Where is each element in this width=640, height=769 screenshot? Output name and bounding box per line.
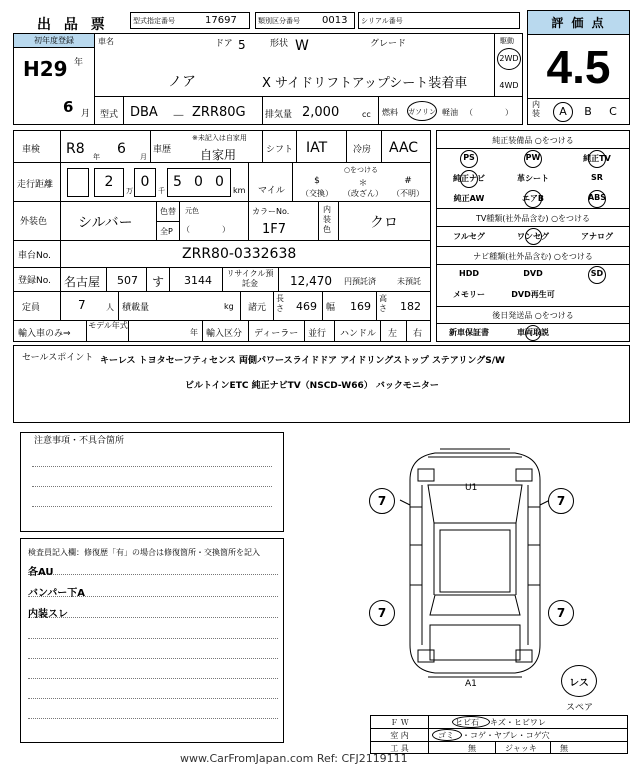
length-value: 469: [296, 300, 317, 313]
ext-color-value: シルバー: [78, 215, 133, 231]
shape-label: 形状: [270, 39, 289, 49]
width-value: 169: [350, 300, 371, 313]
load-label: 積載量: [122, 303, 150, 313]
meter-mark-note: ○をつける: [343, 166, 379, 174]
sales-points-line2: ビルトインETC 純正ナビTV（NSCD-W66） バックモニター: [185, 381, 439, 391]
equip-nav-item: メモリー: [453, 290, 485, 299]
doors-label: ドア: [215, 39, 233, 49]
genuine-title: 純正装備品 ○をつける: [492, 136, 574, 145]
sales-points-line1: キーレス トヨタセーフティセンス 両側パワースライドドア アイドリングストップ ステアリングS/W: [100, 356, 505, 366]
repaint-label: 色替: [160, 207, 176, 216]
odo-digit-4: 0: [194, 174, 203, 190]
history-value: 自家用: [200, 148, 237, 162]
shaken-month: 6: [117, 141, 126, 157]
interior-c: C: [609, 105, 617, 118]
equip-genuine-item: SR: [591, 173, 603, 182]
equip-genuine-item: ABS: [587, 193, 607, 202]
tv-title: TV種類(社外品含む) ○をつける: [475, 214, 591, 223]
dims-label: 諸元: [248, 303, 267, 313]
meter-tampered-sym: ＊: [358, 179, 368, 189]
first-reg-month: 6: [63, 98, 74, 116]
model-dash: －: [172, 109, 186, 124]
equip-docs-circle: [525, 325, 541, 341]
interior-a: A: [559, 105, 567, 118]
equip-genuine-item: 純正ナビ: [453, 174, 485, 183]
legend-interior-text: ・コゲ・ヤブレ・コゲ穴: [462, 731, 550, 740]
cc-unit: cc: [362, 110, 371, 119]
tire-rear-right: 7: [548, 600, 574, 626]
plate-number: 3144: [184, 274, 212, 287]
equip-nav-item: DVD: [523, 269, 543, 278]
month-unit: 月: [81, 109, 91, 119]
equip-genuine-circle: [588, 150, 606, 168]
ac-label: 冷房: [353, 145, 372, 155]
docs-title: 後日発送品 ○をつける: [492, 311, 574, 320]
meter-unknown-sym: #: [404, 176, 412, 186]
legend-jack-label: ジャッキ: [505, 744, 537, 753]
equip-genuine-circle: [524, 150, 542, 168]
interior-score-label: 内装: [532, 100, 540, 118]
equip-tv-item: ワンセグ: [517, 231, 549, 241]
capacity-value: 7: [78, 298, 86, 312]
color-no-label: カラーNo.: [252, 207, 290, 216]
equip-genuine-item: PW: [525, 153, 541, 162]
caution-label: 注意事項・不具合箇所: [34, 436, 125, 446]
meter-replaced-txt: （交換）: [301, 189, 333, 198]
inspector-box: [20, 538, 284, 743]
equip-genuine-item: 革シート: [517, 174, 549, 183]
import-label: 輸入車のみ⇒: [18, 329, 71, 339]
repaint-orig-label: 元色: [185, 207, 199, 215]
recycle-unit: 円預託済: [344, 277, 376, 286]
legend-tools-label: 工 具: [390, 744, 409, 753]
spare-label: スペア: [566, 703, 594, 713]
handle-left: 左: [388, 329, 398, 339]
odo-digit-3: 5: [173, 174, 182, 190]
equip-docs-item: 新車保証書: [449, 328, 489, 337]
score-value: 4.5: [546, 41, 611, 93]
year-unit: 年: [74, 58, 84, 68]
odo-digit-1: 2: [104, 174, 114, 190]
equip-genuine-circle: [460, 150, 478, 168]
repaint-full-label: 全P: [160, 227, 173, 236]
model-prefix: DBA: [130, 105, 158, 120]
meter-unknown-txt: （不明）: [392, 189, 424, 198]
equip-genuine-item: 純正AW: [453, 194, 485, 203]
first-reg-label: 初年度登録: [34, 36, 74, 45]
tire-front-left: 7: [369, 488, 395, 514]
doors-value: 5: [238, 38, 246, 52]
equip-nav-circle: [588, 266, 606, 284]
capacity-label: 定員: [22, 303, 41, 313]
plate-kana: す: [152, 275, 165, 289]
nav-title: ナビ種類(社外品含む) ○をつける: [473, 252, 593, 261]
footer-watermark: www.CarFromJapan.com Ref: CFJ2119111: [180, 752, 408, 765]
score-title: 評 価 点: [551, 16, 606, 30]
spare-value: レス: [569, 678, 589, 689]
shape-value: W: [295, 38, 309, 54]
history-label: 車歴: [153, 145, 172, 155]
model-year-label: モデル年式: [88, 321, 128, 330]
model-code: ZRR80G: [192, 105, 246, 120]
load-kg: kg: [224, 302, 234, 311]
shift-value: IAT: [306, 140, 328, 156]
handle-right: 右: [413, 329, 423, 339]
diesel-label: 軽油: [442, 108, 458, 117]
drive-label: 駆動: [500, 37, 514, 45]
type-no-label: 型式指定番号: [133, 17, 175, 25]
serial-label: シリアル番号: [361, 17, 403, 25]
vin-value: ZRR80-0332638: [182, 246, 297, 262]
equip-docs-item: 車両取説: [517, 328, 549, 337]
equip-genuine-circle: [588, 190, 606, 208]
car-name-label: 車名: [98, 37, 114, 46]
handle-label: ハンドル: [340, 329, 377, 339]
int-color-label: 内装色: [323, 205, 331, 234]
shaken-label: 車検: [22, 145, 41, 155]
plate-city: 名古屋: [64, 275, 101, 289]
interior-b: B: [584, 105, 592, 118]
recycle-status: 未預託: [397, 277, 421, 286]
odo-digit-5: 0: [215, 174, 224, 190]
equip-tv-item: アナログ: [581, 231, 613, 241]
note-item-3: 内装スレ: [28, 609, 68, 620]
recycle-value: 12,470: [290, 274, 332, 288]
length-label: 長さ: [276, 294, 284, 313]
ac-value: AAC: [389, 140, 419, 156]
interior-a-circle: [553, 102, 573, 122]
shaken-era: R8: [66, 141, 85, 157]
import-parallel: 並行: [308, 329, 327, 339]
legend-tools-value: 無: [468, 744, 476, 753]
class-no-value: 0013: [322, 15, 348, 26]
legend-fw-label: Ｆ Ｗ: [390, 718, 409, 727]
legend-interior-circled: ゴミ: [438, 731, 454, 740]
displacement-value: 2,000: [302, 105, 340, 120]
plate-class: 507: [117, 274, 138, 287]
import-class-label: 輸入区分: [206, 329, 243, 339]
width-label: 幅: [326, 303, 336, 313]
color-no-value: 1F7: [262, 222, 287, 237]
diesel-paren: （ ）: [465, 108, 513, 117]
recycle-label: リサイクル預託金: [226, 269, 274, 288]
equip-genuine-circle: [524, 190, 542, 208]
vin-label: 車台No.: [18, 251, 51, 261]
legend-fw-text: キズ・ヒビワレ: [490, 718, 546, 727]
first-reg-year: H29: [23, 57, 68, 81]
odo-unit-sen: 千: [158, 187, 165, 195]
height-label: 高さ: [379, 294, 387, 313]
capacity-unit: 人: [106, 303, 114, 312]
drive-2wd: 2WD: [499, 54, 519, 63]
ext-color-label: 外装色: [20, 217, 48, 227]
plate-label: 登録No.: [18, 276, 51, 286]
meter-replaced-sym: $: [314, 176, 320, 186]
displacement-label: 排気量: [265, 110, 293, 120]
drive-4wd: 4WD: [499, 81, 519, 90]
shift-label: シフト: [266, 145, 294, 155]
legend-interior-label: 室 内: [390, 731, 409, 740]
class-no-label: 類別区分番号: [258, 17, 300, 25]
odo-unit-man: 万: [126, 187, 133, 195]
legend-fw-circled: ヒビ石: [455, 718, 479, 727]
equip-genuine-circle: [460, 170, 478, 188]
inspector-label: 検査員記入欄：修復歴「有」の場合は修復箇所・交換箇所を記入: [28, 548, 260, 557]
note-item-1: 各AU: [28, 567, 54, 578]
equip-genuine-item: PS: [463, 153, 475, 162]
equip-tv-item: フルセグ: [453, 231, 485, 241]
car-damage-diagram: [380, 445, 570, 685]
odometer-label: 走行距離: [17, 180, 54, 190]
page-title: 出 品 票: [37, 17, 109, 33]
odo-km-unit: km: [233, 186, 246, 195]
diagram-u1-label: U1: [465, 483, 478, 493]
sales-points-label: セールスポイント: [22, 353, 94, 363]
model-label: 型式: [100, 110, 119, 120]
type-no-value: 17697: [205, 15, 237, 26]
equip-genuine-item: 純正TV: [583, 154, 611, 163]
repaint-paren: （ ）: [182, 225, 230, 234]
mile-label: マイル: [258, 186, 285, 196]
odo-box-blank: [67, 168, 89, 197]
equip-genuine-item: エアB: [521, 194, 545, 203]
shaken-month-unit: 月: [140, 153, 147, 161]
model-year-unit: 年: [190, 328, 198, 337]
int-color-value: クロ: [370, 215, 398, 231]
import-dealer: ディーラー: [254, 329, 299, 339]
equip-nav-item: SD: [590, 269, 604, 278]
meter-tampered-txt: （改ざん）: [343, 189, 383, 198]
shaken-year-unit: 年: [93, 153, 100, 161]
fuel-value: ガソリン: [408, 108, 436, 116]
tire-front-right: 7: [548, 488, 574, 514]
grade-label: グレード: [370, 39, 407, 49]
equip-nav-item: DVD再生可: [511, 290, 555, 299]
height-value: 182: [400, 300, 421, 313]
fuel-label: 燃料: [382, 108, 398, 117]
car-name: ノア: [168, 74, 196, 90]
diagram-a1-label: A1: [465, 679, 477, 689]
equip-tv-circle: [525, 228, 542, 245]
odo-digit-2: 0: [140, 174, 150, 190]
history-note: ※未記入は自家用: [192, 134, 247, 142]
tire-rear-left: 7: [369, 600, 395, 626]
grade-value: X サイドリフトアップシート装着車: [262, 76, 468, 91]
legend-jack-value: 無: [560, 744, 568, 753]
equip-nav-item: HDD: [459, 269, 479, 278]
note-item-2: バンパー下A: [28, 588, 86, 599]
caution-box: [20, 432, 284, 532]
